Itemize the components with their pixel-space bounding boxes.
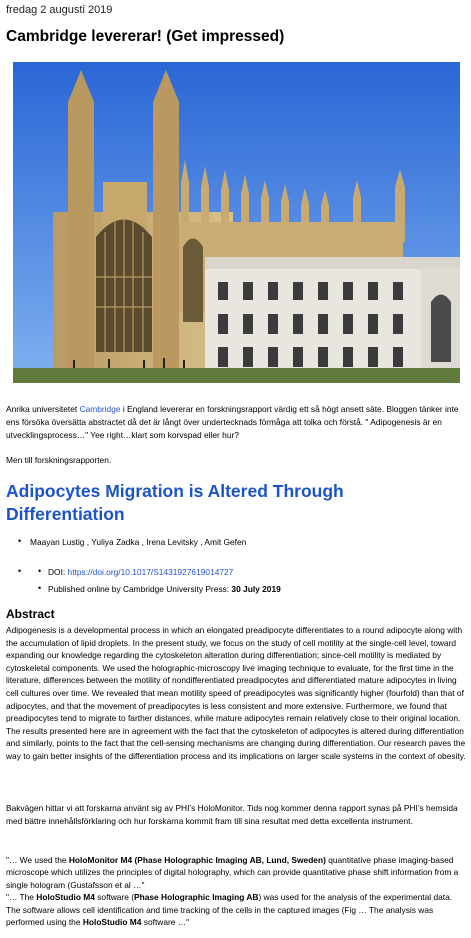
doi-label: DOI: — [48, 567, 68, 577]
post-date: fredag 2 augusti 2019 — [6, 4, 113, 16]
bullet-icon: • — [18, 566, 22, 576]
quotes — [6, 854, 468, 928]
authors: Maayan Lustig , Yuliya Zadka , Irena Levitsky , Amit Gefen — [30, 537, 247, 547]
bullet-icon: • — [38, 583, 42, 593]
post-title: Cambridge levererar! (Get impressed) — [6, 28, 285, 45]
quote-2: "… The HoloStudio M4 software (Phase Holographic Imaging AB) was used for the analysis of the experimental data. The software allows cell identification and time tracking of the cells in the captured images (Fig … The analysis was performed using the HoloStudio M4 software …" — [6, 892, 453, 928]
cambridge-link[interactable]: Cambridge — [79, 404, 121, 414]
published-date: 30 July 2019 — [231, 584, 281, 594]
doi-link[interactable]: https://doi.org/10.1017/S1431927619014727 — [67, 567, 234, 577]
published-row — [18, 581, 281, 598]
authors-line — [18, 537, 246, 547]
kings-college-photo — [13, 62, 460, 383]
background-paragraph: Bakvägen hittar vi att forskarna använt sig av PHI’s HoloMonitor. Tids nog kommer denna rapport synas på PHI’s hemsida med bättre innehållsförklaring och hur forskarna kommit fram till sina resultat med detta excellenta instrument. — [6, 803, 458, 826]
bullet-icon: • — [18, 536, 22, 546]
bullet-icon: • — [38, 566, 42, 576]
abstract-heading: Abstract — [6, 607, 55, 621]
intro-paragraph — [6, 403, 466, 442]
abstract-text: Adipogenesis is a developmental process in which an elongated preadipocyte differentiates to a round adipocyte along with the accumulation of lipid droplets. In the present study, we focus on the study of cell motility at the single-cell level, toward expanding our knowledge regarding the cytoskeleton alteration during differentiation; since-cell motility is mediated by cytoskeletal components. We used the holographic-microscopy live imaging technique to evaluate, for the first time in the literature, differences between the motility of nondifferentiated preadipocytes and differentiated mature adipocytes in living cell cultures over time. We revealed that mean motility speed of preadipocytes was significantly higher (fourfold) than that of adipocytes, and that the movement of preadipocytes is less consistent and more extensive. Furthermore, we found that preadipocytes tend to migrate to farther distances, while mature adipocytes remain relatively close to their original location. The results presented here are in agreement with the fact that the cytoskeleton of adipocytes is altered during differentiation and similarly, points to the fact that the cell-sensing mechanisms are changing during differentiation. Our research paves the way to gain better insights of the differentiation process and its implications on larger scale systems in the context of obesity. — [6, 625, 466, 761]
to-report-text: Men till forskningsrapporten. — [6, 455, 112, 465]
quote-1: "… We used the HoloMonitor M4 (Phase Holographic Imaging AB, Lund, Sweden) quantitative phase imaging-based microscope which utilizes the principles of digital holography, which can provide quantitative phase shift information from a single hologram (Gustafsson et al …" — [6, 855, 459, 890]
article-meta — [18, 564, 281, 598]
published-label: Published online by Cambridge University Press: — [48, 584, 232, 594]
intro-text: Anrika universitetet — [6, 404, 80, 414]
intro-text-rest: i England levererar en forskningsrapport värdig ett så högt ansett säte. Bloggen tänker inte ens försöka översätta abstractet då det är långt över undertecknads förmåga att tolka och förstå. " Adipogenesis är en utvecklingsprocess…" Yee right…klart som korvspad eller hur? — [6, 404, 459, 440]
article-title: Adipocytes Migration is Altered Through Differentiation — [6, 481, 344, 524]
doi-row — [18, 564, 281, 581]
